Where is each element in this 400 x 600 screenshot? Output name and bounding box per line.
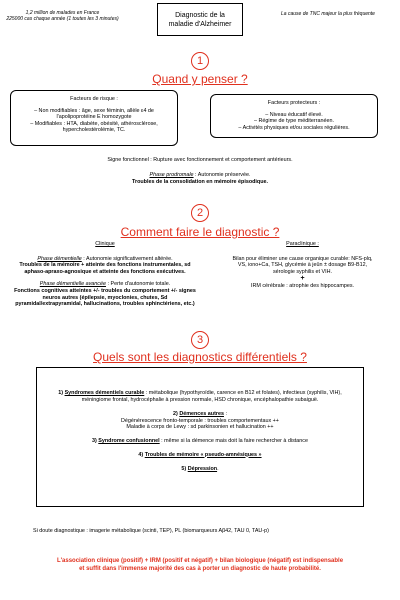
bilan-line: Bilan pour éliminer une cause organique curable: NFS-plq, bbox=[232, 255, 373, 262]
risk-line: – Modifiables : HTA, diabète, obésité, athérosclérose, bbox=[30, 120, 158, 127]
title-line-1: Diagnostic de la bbox=[175, 12, 225, 19]
header-stats bbox=[0, 10, 125, 22]
doute-diagnostique: Si doute diagnostique : imagerie métabolique (scinti, TEP), PL (biomarqueurs Aβ42, TAU 0, TAU-p) bbox=[33, 528, 269, 534]
phase-avancee-bold: pyramidal/extrapyramidal, hallucinations, troubles sphinctériens, etc.) bbox=[15, 301, 195, 308]
irm-line: IRM cérébrale : atrophie des hippocampes. bbox=[250, 283, 355, 290]
phase-dementielle-bold: aphaso-apraxo-agnosique et atteinte des fonctions exécutives. bbox=[24, 268, 186, 275]
item-title: Troubles de mémoire « pseudo-amnésiques » bbox=[144, 451, 262, 458]
item-title: Dépression bbox=[187, 466, 218, 473]
differentials-box bbox=[36, 367, 364, 507]
conclusion-line: L'association clinique (positif) + IRM (positif et négatif) + bilan biologique (négatif) est indispensable bbox=[56, 558, 344, 564]
title-box bbox=[157, 3, 243, 36]
bilan-line: VS, iono+Ca, TSH, glycémie à jeûn ± dosage B9-B12, bbox=[237, 262, 368, 269]
bilan-line: sérologie syphilis et VIH. bbox=[272, 268, 333, 275]
prodromal-label: Phase prodromale bbox=[149, 172, 194, 178]
differential-item-5: 5) Dépression. bbox=[181, 466, 219, 473]
differential-item-3: 3) Syndrome confusionnel : même si la démence mais doit la faire rechercher à distance bbox=[91, 437, 308, 444]
phase-avancee-bold: neuros autres (épilepsie, myoclonies, chutes, Sd bbox=[42, 294, 168, 301]
differential-item-4: 4) Troubles de mémoire « pseudo-amnésiques » bbox=[138, 451, 262, 458]
signe-fonctionnel: Signe fonctionnel : Rupture avec fonctionnement et comportement antérieurs. bbox=[107, 157, 293, 163]
item-title: Syndromes démentiels curable bbox=[64, 390, 145, 396]
risk-title: Facteurs de risque : bbox=[70, 96, 118, 102]
phase-avancee-label: Phase démentielle avancée bbox=[39, 281, 106, 288]
section-2-number: 2 bbox=[191, 204, 209, 222]
title-line-2: maladie d'Alzheimer bbox=[168, 21, 232, 28]
protect-line: – Régime de type méditerranéen. bbox=[253, 118, 334, 125]
paraclinique-title: Paraclinique : bbox=[286, 241, 319, 247]
phase-dementielle-label: Phase démentielle bbox=[37, 255, 82, 262]
section-1-heading: Quand y penser ? bbox=[152, 72, 248, 86]
prodromal-block bbox=[0, 172, 400, 185]
protect-title: Facteurs protecteurs : bbox=[267, 100, 321, 106]
prodromal-bold: Troubles de la consolidation en mémoire épisodique. bbox=[132, 178, 268, 185]
protect-line: – Niveau éducatif élevé. bbox=[265, 111, 323, 118]
clinique-block bbox=[0, 241, 210, 308]
protect-line: – Activités physiques et/ou sociales régulières. bbox=[238, 124, 350, 131]
section-1-number: 1 bbox=[191, 52, 209, 70]
risk-line: – Non modifiables : âge, sexe féminin, allèle ε4 de bbox=[34, 107, 154, 114]
section-3-number: 3 bbox=[191, 331, 209, 349]
differential-item-1: 1) Syndromes démentiels curable : métabolique (hypothyroïdie, carence en B12 et folates), infectieux (syphilis, VIH), méningiome frontal, hydrocéphalie à pression normale, HSD chronique, encéphalopathie subaiguë. bbox=[58, 390, 342, 403]
risk-line: l'apolipoprotéine E homozygote bbox=[56, 114, 132, 121]
conclusion-line: et suffit dans l'immense majorité des cas à porter un diagnostic de haute probabilité. bbox=[79, 566, 321, 572]
section-3-heading: Quels sont les diagnostics différentiels ? bbox=[93, 350, 307, 364]
phase-avancee-text: : Perte d'autonomie totale. bbox=[105, 281, 171, 288]
item-title: Démences autres bbox=[179, 411, 224, 418]
phase-dementielle-text: : Autonomie significativement altérée. bbox=[81, 255, 173, 262]
conclusion bbox=[0, 557, 400, 573]
risk-factors-box bbox=[10, 90, 178, 146]
phase-avancee-bold: Fonctions cognitives atteintes +/- troubles du comportement +/- signes bbox=[14, 287, 196, 294]
paraclinique-block bbox=[205, 241, 400, 290]
prodromal-text: : Autonomie préservée. bbox=[193, 172, 251, 178]
differential-item-2: 2) Démences autres : Dégénérescence fronto-temporale : troubles comportementaux ++ Maladie à corps de Lewy : sd parkinsonien et hallucination ++ bbox=[121, 411, 279, 431]
header-subtitle: La cause de TNC majeur la plus fréquente bbox=[281, 11, 375, 17]
plus-sign: + bbox=[300, 275, 305, 283]
protective-factors-box bbox=[210, 94, 378, 138]
item-title: Syndrome confusionnel bbox=[98, 437, 160, 444]
phase-dementielle-bold: Troubles de la mémoire + atteinte des fonctions instrumentales, sd bbox=[19, 262, 191, 269]
stat-malades: 1,2 million de malades en France bbox=[25, 10, 100, 16]
section-2-heading: Comment faire le diagnostic ? bbox=[120, 225, 280, 239]
risk-line: hypercholestérolémie, TC. bbox=[62, 127, 126, 134]
clinique-title: Clinique bbox=[95, 241, 115, 247]
stat-cas: 225000 cas chaque année (1 toutes les 3 minutes) bbox=[6, 16, 119, 23]
